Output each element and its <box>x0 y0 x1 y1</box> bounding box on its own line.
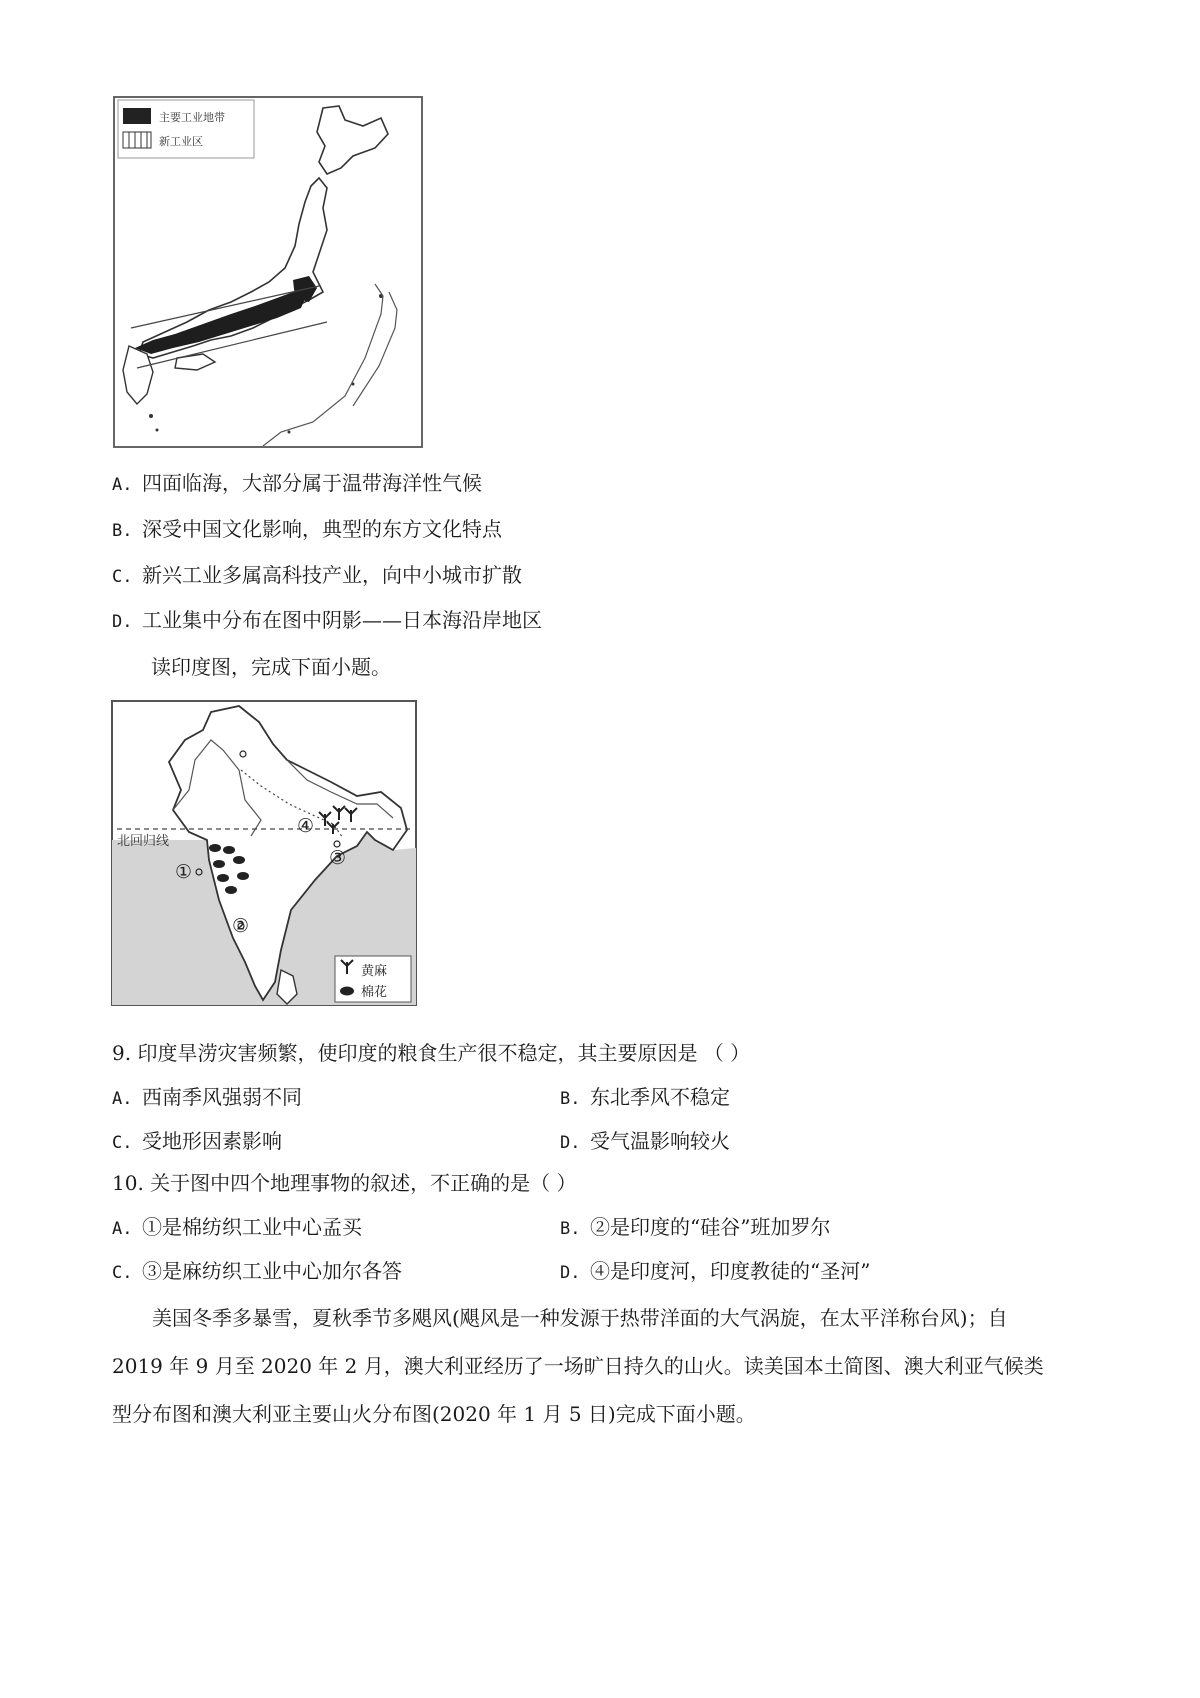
cotton-icon <box>340 987 354 996</box>
q8-option-c[interactable] <box>112 562 522 590</box>
passage-text: 美国冬季多暴雪，夏秋季节多飓风(飓风是一种发源于热带洋面的大气涡旋，在太平洋称台风)；自 2019 年 9 月至 2020 年 2 月，澳大利亚经历了一场旷日持久的山火。读美国本土简图、澳大利亚气候类型分布图和澳大利亚主要山火分布图(2020 年 1 月 5 日)完成下面小题。 <box>112 1306 1044 1426</box>
option-text: 四面临海，大部分属于温带海洋性气候 <box>142 471 482 495</box>
option-text: ④是印度河，印度教徒的“圣河” <box>590 1259 871 1283</box>
legend-jute-label: 黄麻 <box>361 964 388 979</box>
option-letter: D. <box>112 612 133 632</box>
option-text: ①是棉纺织工业中心孟买 <box>142 1215 362 1239</box>
legend-label-industrial-belt: 主要工业地带 <box>159 111 225 124</box>
option-letter: D. <box>560 1133 581 1153</box>
option-letter: A. <box>112 475 133 495</box>
option-text: 东北季风不稳定 <box>590 1085 730 1109</box>
q9-option-b[interactable] <box>560 1084 730 1112</box>
option-text: ②是印度的“硅谷”班加罗尔 <box>590 1215 831 1239</box>
option-text: 工业集中分布在图中阴影——日本海沿岸地区 <box>142 608 542 632</box>
legend-cotton-label: 棉花 <box>361 985 388 1000</box>
option-letter: B. <box>112 521 133 541</box>
q9-option-d[interactable] <box>560 1128 730 1156</box>
option-letter: A. <box>112 1089 133 1109</box>
q8-option-d[interactable] <box>112 607 542 635</box>
q9-option-c[interactable] <box>112 1128 282 1156</box>
q8-option-b[interactable] <box>112 516 502 544</box>
japan-map <box>113 96 423 448</box>
option-text: 新兴工业多属高科技产业，向中小城市扩散 <box>142 563 522 587</box>
industrial-belt-swatch <box>123 108 151 124</box>
q8-option-a[interactable] <box>112 470 482 498</box>
legend-label-new-industrial: 新工业区 <box>159 135 203 148</box>
option-text: ③是麻纺织工业中心加尔各答 <box>142 1259 402 1283</box>
option-text: 西南季风强弱不同 <box>142 1085 302 1109</box>
marker-2: ② <box>232 915 250 937</box>
japan-map-figure <box>113 96 423 448</box>
option-letter: A. <box>112 1219 133 1239</box>
option-letter: C. <box>112 1263 133 1283</box>
option-letter: B. <box>560 1089 581 1109</box>
india-map-figure <box>111 700 417 1006</box>
option-text: 受气温影响较火 <box>590 1129 730 1153</box>
option-letter: C. <box>112 1133 133 1153</box>
marker-1: ① <box>175 861 193 883</box>
q10-option-a[interactable] <box>112 1214 362 1242</box>
india-intro: 读印度图，完成下面小题。 <box>151 655 391 679</box>
option-text: 深受中国文化影响，典型的东方文化特点 <box>142 517 502 541</box>
marker-3: ③ <box>329 847 347 869</box>
q10-option-c[interactable] <box>112 1258 402 1286</box>
tropic-label: 北回归线 <box>117 834 170 849</box>
option-letter: D. <box>560 1263 581 1283</box>
q10-option-b[interactable] <box>560 1214 830 1242</box>
q10-stem: 10. 关于图中四个地理事物的叙述，不正确的是（ ） <box>112 1171 577 1195</box>
option-letter: B. <box>560 1219 581 1239</box>
marker-4: ④ <box>297 815 315 837</box>
option-text: 受地形因素影响 <box>142 1129 282 1153</box>
option-letter: C. <box>112 567 133 587</box>
q10-option-d[interactable] <box>560 1258 870 1286</box>
q9-stem: 9. 印度旱涝灾害频繁，使印度的粮食生产很不稳定，其主要原因是 （ ） <box>112 1041 751 1065</box>
india-map <box>111 700 417 1006</box>
q9-option-a[interactable] <box>112 1084 302 1112</box>
